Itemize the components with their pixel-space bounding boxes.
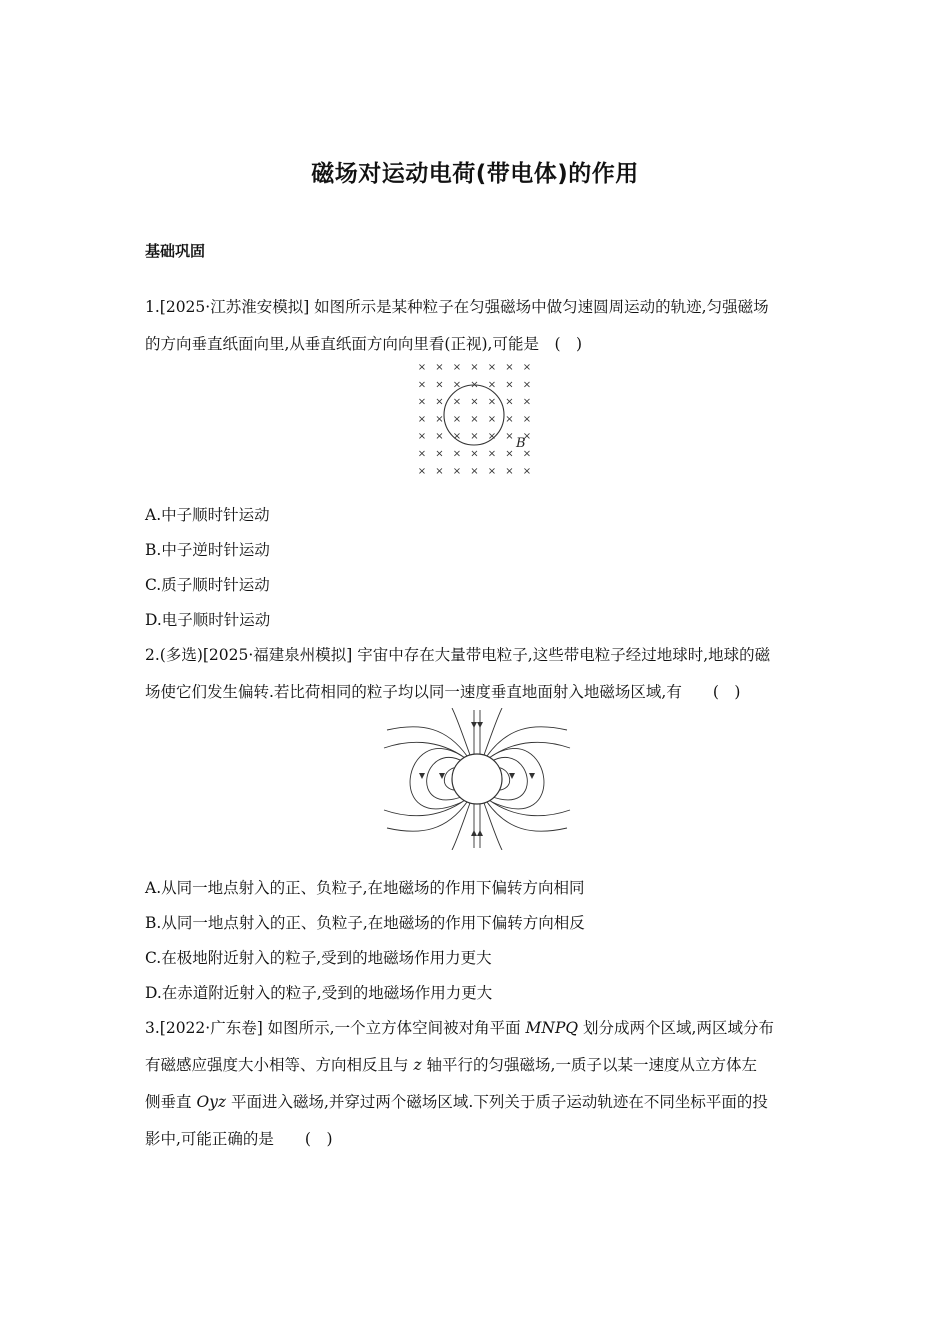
q1-option-b: B.中子逆时针运动 xyxy=(145,541,270,559)
q1-text-line-2: 的方向垂直纸面向里,从垂直纸面方向向里看(正视),可能是 ( ) xyxy=(145,335,583,353)
q3-text-line-2: 有磁感应强度大小相等、方向相反且与 z 轴平行的匀强磁场,一质子以某一速度从立方体左 xyxy=(145,1056,757,1074)
field-cross: × xyxy=(417,448,427,460)
magnetic-field-figure xyxy=(410,358,540,476)
field-cross: × xyxy=(417,413,427,425)
field-cross: × xyxy=(522,362,532,373)
page-title: 磁场对运动电荷(带电体)的作用 xyxy=(311,161,639,187)
section-heading: 基础巩固 xyxy=(145,242,206,260)
field-cross: × xyxy=(487,379,497,391)
field-cross: × xyxy=(522,465,532,476)
field-cross: × xyxy=(470,413,479,425)
earth-magnetic-field-figure xyxy=(382,708,572,850)
field-cross: × xyxy=(417,379,427,391)
q2-option-c: C.在极地附近射入的粒子,受到的地磁场作用力更大 xyxy=(145,949,492,967)
field-cross: × xyxy=(487,396,497,408)
field-cross: × xyxy=(505,448,514,460)
field-cross: × xyxy=(470,448,479,460)
q3-text-line-3: 侧垂直 Oyz 平面进入磁场,并穿过两个磁场区域.下列关于质子运动轨迹在不同坐标平面的投 xyxy=(145,1093,768,1111)
q2-text-line-2: 场使它们发生偏转.若比荷相同的粒子均以同一速度垂直地面射入地磁场区域,有 ( ) xyxy=(145,683,741,701)
field-cross: × xyxy=(522,413,532,425)
field-cross: × xyxy=(435,448,444,460)
q1-option-d: D.电子顺时针运动 xyxy=(145,611,271,629)
field-cross: × xyxy=(417,362,427,373)
field-cross: × xyxy=(505,413,514,425)
field-cross: × xyxy=(470,431,479,443)
field-cross: × xyxy=(470,362,479,373)
field-cross: × xyxy=(417,431,427,443)
field-cross: × xyxy=(435,431,444,443)
earth-circle xyxy=(452,754,502,804)
field-cross: × xyxy=(452,362,462,373)
q2-option-d: D.在赤道附近射入的粒子,受到的地磁场作用力更大 xyxy=(145,984,493,1002)
field-cross: × xyxy=(435,465,444,476)
field-cross: × xyxy=(470,465,479,476)
q1-option-a: A.中子顺时针运动 xyxy=(145,506,270,524)
field-cross: × xyxy=(435,413,444,425)
q1-option-c: C.质子顺时针运动 xyxy=(145,576,270,594)
field-cross: × xyxy=(487,413,497,425)
q2-option-b: B.从同一地点射入的正、负粒子,在地磁场的作用下偏转方向相反 xyxy=(145,914,585,932)
axis-z: z xyxy=(413,1056,422,1074)
field-cross: × xyxy=(487,362,497,373)
field-cross: × xyxy=(435,396,444,408)
field-cross: × xyxy=(522,379,532,391)
field-cross: × xyxy=(452,379,462,391)
field-cross: × xyxy=(522,448,532,460)
field-cross: × xyxy=(487,465,497,476)
field-cross: × xyxy=(452,396,462,408)
q1-text-line-1: 1.[2025·江苏淮安模拟] 如图所示是某种粒子在匀强磁场中做匀速圆周运动的轨迹,匀强磁场 xyxy=(145,298,769,316)
field-cross: × xyxy=(417,465,427,476)
field-cross: × xyxy=(470,396,479,408)
field-cross: × xyxy=(452,465,462,476)
field-cross: × xyxy=(435,362,444,373)
plane-oyz: Oyz xyxy=(196,1093,227,1111)
field-cross: × xyxy=(487,431,497,443)
field-cross: × xyxy=(487,448,497,460)
field-cross: × xyxy=(522,396,532,408)
q3-text-line-4: 影中,可能正确的是 ( ) xyxy=(145,1130,333,1148)
field-cross: × xyxy=(505,431,514,443)
field-cross: × xyxy=(452,431,462,443)
field-cross: × xyxy=(452,413,462,425)
field-cross: × xyxy=(505,362,514,373)
field-label-b: B xyxy=(516,436,526,451)
field-cross: × xyxy=(417,396,427,408)
field-cross: × xyxy=(505,379,514,391)
field-cross: × xyxy=(452,448,462,460)
field-cross: × xyxy=(435,379,444,391)
field-cross: × xyxy=(522,431,532,443)
field-cross: × xyxy=(505,465,514,476)
q2-text-line-1: 2.(多选)[2025·福建泉州模拟] 宇宙中存在大量带电粒子,这些带电粒子经过地球时,地球的磁 xyxy=(145,646,771,664)
q2-option-a: A.从同一地点射入的正、负粒子,在地磁场的作用下偏转方向相同 xyxy=(145,879,585,897)
field-cross: × xyxy=(505,396,514,408)
plane-mnpq: MNPQ xyxy=(525,1019,579,1037)
q3-text-line-1: 3.[2022·广东卷] 如图所示,一个立方体空间被对角平面 MNPQ 划分成两个区域,两区域分布 xyxy=(145,1019,774,1037)
field-cross: × xyxy=(470,379,479,391)
